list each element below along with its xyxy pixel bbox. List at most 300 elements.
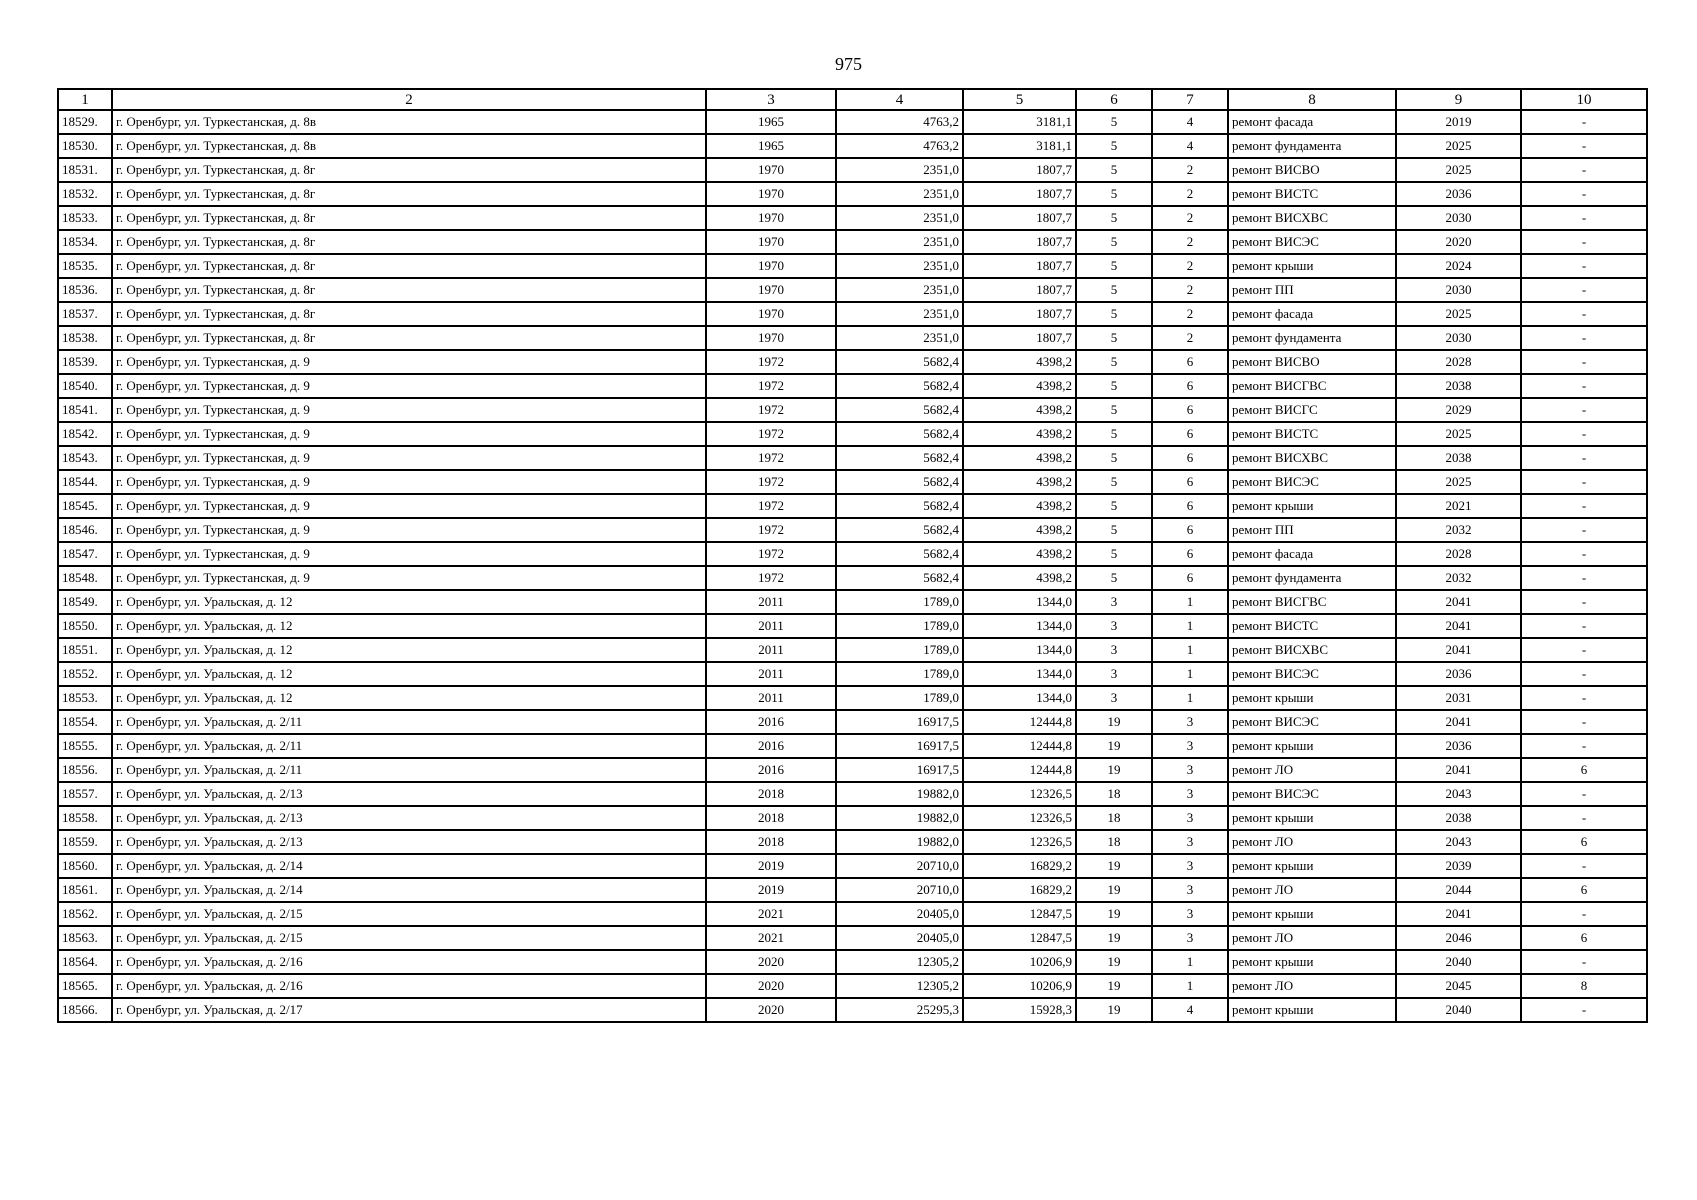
year-cell: 2011 (706, 662, 836, 686)
total-area-cell: 5682,4 (836, 494, 963, 518)
address-cell: г. Оренбург, ул. Туркестанская, д. 9 (112, 398, 706, 422)
year-cell: 2019 (706, 878, 836, 902)
table-row (58, 974, 1647, 998)
living-area-cell: 4398,2 (963, 542, 1076, 566)
address-cell: г. Оренбург, ул. Туркестанская, д. 8г (112, 326, 706, 350)
total-area-cell: 5682,4 (836, 446, 963, 470)
address-cell: г. Оренбург, ул. Уральская, д. 2/11 (112, 710, 706, 734)
address-cell: г. Оренбург, ул. Уральская, д. 2/17 (112, 998, 706, 1022)
floors-cell: 18 (1076, 830, 1152, 854)
year-cell: 1970 (706, 206, 836, 230)
living-area-cell: 1807,7 (963, 230, 1076, 254)
floors-cell: 5 (1076, 206, 1152, 230)
address-cell: г. Оренбург, ул. Туркестанская, д. 9 (112, 350, 706, 374)
row-number-cell: 18555. (58, 734, 112, 758)
living-area-cell: 1807,7 (963, 158, 1076, 182)
entrances-cell: 4 (1152, 134, 1228, 158)
planned-year-cell: 2038 (1396, 374, 1521, 398)
column-header: 7 (1152, 89, 1228, 110)
planned-year-cell: 2038 (1396, 806, 1521, 830)
total-area-cell: 12305,2 (836, 950, 963, 974)
entrances-cell: 2 (1152, 302, 1228, 326)
address-cell: г. Оренбург, ул. Уральская, д. 2/15 (112, 926, 706, 950)
planned-year-cell: 2036 (1396, 182, 1521, 206)
living-area-cell: 1807,7 (963, 302, 1076, 326)
total-area-cell: 16917,5 (836, 734, 963, 758)
living-area-cell: 1807,7 (963, 254, 1076, 278)
planned-year-cell: 2043 (1396, 830, 1521, 854)
row-number-cell: 18539. (58, 350, 112, 374)
work-type-cell: ремонт ВИСЭС (1228, 662, 1396, 686)
floors-cell: 19 (1076, 710, 1152, 734)
row-number-cell: 18542. (58, 422, 112, 446)
address-cell: г. Оренбург, ул. Уральская, д. 12 (112, 614, 706, 638)
table-row (58, 830, 1647, 854)
living-area-cell: 12444,8 (963, 758, 1076, 782)
planned-year-cell: 2024 (1396, 254, 1521, 278)
planned-year-cell: 2032 (1396, 566, 1521, 590)
planned-year-cell: 2041 (1396, 710, 1521, 734)
note-cell: - (1521, 854, 1647, 878)
note-cell: - (1521, 902, 1647, 926)
year-cell: 1970 (706, 254, 836, 278)
entrances-cell: 6 (1152, 422, 1228, 446)
total-area-cell: 19882,0 (836, 806, 963, 830)
address-cell: г. Оренбург, ул. Туркестанская, д. 9 (112, 470, 706, 494)
table-row (58, 926, 1647, 950)
row-number-cell: 18565. (58, 974, 112, 998)
table-row (58, 110, 1647, 134)
total-area-cell: 1789,0 (836, 638, 963, 662)
work-type-cell: ремонт ЛО (1228, 878, 1396, 902)
entrances-cell: 6 (1152, 566, 1228, 590)
entrances-cell: 1 (1152, 974, 1228, 998)
column-header: 2 (112, 89, 706, 110)
row-number-cell: 18548. (58, 566, 112, 590)
planned-year-cell: 2043 (1396, 782, 1521, 806)
column-header: 9 (1396, 89, 1521, 110)
row-number-cell: 18563. (58, 926, 112, 950)
year-cell: 1972 (706, 398, 836, 422)
note-cell: - (1521, 254, 1647, 278)
entrances-cell: 1 (1152, 950, 1228, 974)
floors-cell: 19 (1076, 854, 1152, 878)
living-area-cell: 1344,0 (963, 638, 1076, 662)
planned-year-cell: 2025 (1396, 302, 1521, 326)
table-row (58, 446, 1647, 470)
table-row (58, 206, 1647, 230)
entrances-cell: 6 (1152, 518, 1228, 542)
total-area-cell: 2351,0 (836, 302, 963, 326)
entrances-cell: 3 (1152, 782, 1228, 806)
year-cell: 2018 (706, 806, 836, 830)
table-row (58, 998, 1647, 1022)
work-type-cell: ремонт ВИСЭС (1228, 782, 1396, 806)
row-number-cell: 18533. (58, 206, 112, 230)
address-cell: г. Оренбург, ул. Уральская, д. 2/14 (112, 854, 706, 878)
living-area-cell: 16829,2 (963, 878, 1076, 902)
note-cell: - (1521, 518, 1647, 542)
row-number-cell: 18566. (58, 998, 112, 1022)
address-cell: г. Оренбург, ул. Уральская, д. 2/16 (112, 950, 706, 974)
year-cell: 2016 (706, 710, 836, 734)
work-type-cell: ремонт ЛО (1228, 830, 1396, 854)
total-area-cell: 1789,0 (836, 662, 963, 686)
year-cell: 1965 (706, 134, 836, 158)
total-area-cell: 1789,0 (836, 686, 963, 710)
planned-year-cell: 2040 (1396, 950, 1521, 974)
year-cell: 1970 (706, 278, 836, 302)
work-type-cell: ремонт крыши (1228, 734, 1396, 758)
year-cell: 2016 (706, 734, 836, 758)
living-area-cell: 4398,2 (963, 566, 1076, 590)
living-area-cell: 4398,2 (963, 398, 1076, 422)
year-cell: 2021 (706, 902, 836, 926)
floors-cell: 19 (1076, 902, 1152, 926)
floors-cell: 5 (1076, 134, 1152, 158)
total-area-cell: 2351,0 (836, 254, 963, 278)
address-cell: г. Оренбург, ул. Туркестанская, д. 9 (112, 494, 706, 518)
entrances-cell: 2 (1152, 206, 1228, 230)
row-number-cell: 18549. (58, 590, 112, 614)
address-cell: г. Оренбург, ул. Туркестанская, д. 8в (112, 110, 706, 134)
year-cell: 2019 (706, 854, 836, 878)
living-area-cell: 4398,2 (963, 446, 1076, 470)
address-cell: г. Оренбург, ул. Уральская, д. 12 (112, 686, 706, 710)
total-area-cell: 20405,0 (836, 902, 963, 926)
total-area-cell: 16917,5 (836, 758, 963, 782)
work-type-cell: ремонт ВИСВО (1228, 350, 1396, 374)
note-cell: - (1521, 614, 1647, 638)
address-cell: г. Оренбург, ул. Уральская, д. 2/14 (112, 878, 706, 902)
address-cell: г. Оренбург, ул. Туркестанская, д. 9 (112, 446, 706, 470)
row-number-cell: 18536. (58, 278, 112, 302)
total-area-cell: 5682,4 (836, 542, 963, 566)
work-type-cell: ремонт фундамента (1228, 134, 1396, 158)
table-row (58, 638, 1647, 662)
year-cell: 1970 (706, 158, 836, 182)
total-area-cell: 2351,0 (836, 206, 963, 230)
address-cell: г. Оренбург, ул. Туркестанская, д. 8г (112, 278, 706, 302)
floors-cell: 5 (1076, 182, 1152, 206)
living-area-cell: 12326,5 (963, 782, 1076, 806)
column-header: 6 (1076, 89, 1152, 110)
living-area-cell: 12847,5 (963, 926, 1076, 950)
entrances-cell: 3 (1152, 878, 1228, 902)
floors-cell: 5 (1076, 350, 1152, 374)
floors-cell: 5 (1076, 302, 1152, 326)
note-cell: - (1521, 686, 1647, 710)
note-cell: - (1521, 350, 1647, 374)
floors-cell: 5 (1076, 278, 1152, 302)
page-number: 975 (835, 54, 862, 74)
floors-cell: 3 (1076, 662, 1152, 686)
address-cell: г. Оренбург, ул. Туркестанская, д. 9 (112, 542, 706, 566)
floors-cell: 18 (1076, 806, 1152, 830)
planned-year-cell: 2041 (1396, 758, 1521, 782)
address-cell: г. Оренбург, ул. Туркестанская, д. 8г (112, 230, 706, 254)
table-row (58, 158, 1647, 182)
note-cell: - (1521, 734, 1647, 758)
total-area-cell: 2351,0 (836, 326, 963, 350)
work-type-cell: ремонт фасада (1228, 542, 1396, 566)
work-type-cell: ремонт ВИСГВС (1228, 590, 1396, 614)
floors-cell: 5 (1076, 110, 1152, 134)
note-cell: - (1521, 806, 1647, 830)
entrances-cell: 3 (1152, 902, 1228, 926)
total-area-cell: 5682,4 (836, 374, 963, 398)
work-type-cell: ремонт фасада (1228, 302, 1396, 326)
work-type-cell: ремонт ВИСЭС (1228, 710, 1396, 734)
row-number-cell: 18556. (58, 758, 112, 782)
address-cell: г. Оренбург, ул. Уральская, д. 2/13 (112, 806, 706, 830)
planned-year-cell: 2041 (1396, 902, 1521, 926)
entrances-cell: 1 (1152, 638, 1228, 662)
row-number-cell: 18554. (58, 710, 112, 734)
work-type-cell: ремонт ВИСТС (1228, 182, 1396, 206)
note-cell: - (1521, 206, 1647, 230)
planned-year-cell: 2041 (1396, 614, 1521, 638)
year-cell: 2011 (706, 686, 836, 710)
note-cell: - (1521, 998, 1647, 1022)
entrances-cell: 1 (1152, 614, 1228, 638)
address-cell: г. Оренбург, ул. Уральская, д. 2/11 (112, 734, 706, 758)
row-number-cell: 18550. (58, 614, 112, 638)
table-row (58, 902, 1647, 926)
entrances-cell: 1 (1152, 686, 1228, 710)
floors-cell: 19 (1076, 974, 1152, 998)
table-row (58, 182, 1647, 206)
address-cell: г. Оренбург, ул. Туркестанская, д. 8г (112, 182, 706, 206)
table-row (58, 854, 1647, 878)
address-cell: г. Оренбург, ул. Уральская, д. 12 (112, 638, 706, 662)
floors-cell: 5 (1076, 470, 1152, 494)
column-header: 4 (836, 89, 963, 110)
row-number-cell: 18530. (58, 134, 112, 158)
total-area-cell: 5682,4 (836, 398, 963, 422)
living-area-cell: 16829,2 (963, 854, 1076, 878)
work-type-cell: ремонт ЛО (1228, 758, 1396, 782)
note-cell: - (1521, 158, 1647, 182)
living-area-cell: 1807,7 (963, 326, 1076, 350)
work-type-cell: ремонт ВИСХВС (1228, 446, 1396, 470)
floors-cell: 3 (1076, 686, 1152, 710)
planned-year-cell: 2021 (1396, 494, 1521, 518)
year-cell: 2018 (706, 830, 836, 854)
floors-cell: 5 (1076, 230, 1152, 254)
note-cell: - (1521, 278, 1647, 302)
total-area-cell: 19882,0 (836, 782, 963, 806)
entrances-cell: 3 (1152, 734, 1228, 758)
year-cell: 2021 (706, 926, 836, 950)
row-number-cell: 18537. (58, 302, 112, 326)
living-area-cell: 10206,9 (963, 950, 1076, 974)
column-header: 1 (58, 89, 112, 110)
living-area-cell: 1807,7 (963, 278, 1076, 302)
floors-cell: 3 (1076, 638, 1152, 662)
note-cell: - (1521, 542, 1647, 566)
work-type-cell: ремонт крыши (1228, 854, 1396, 878)
floors-cell: 5 (1076, 422, 1152, 446)
row-number-cell: 18564. (58, 950, 112, 974)
floors-cell: 19 (1076, 998, 1152, 1022)
table-row (58, 878, 1647, 902)
work-type-cell: ремонт фундамента (1228, 326, 1396, 350)
year-cell: 2016 (706, 758, 836, 782)
table-row (58, 782, 1647, 806)
floors-cell: 5 (1076, 446, 1152, 470)
total-area-cell: 4763,2 (836, 134, 963, 158)
note-cell: - (1521, 494, 1647, 518)
table-row (58, 374, 1647, 398)
living-area-cell: 3181,1 (963, 110, 1076, 134)
row-number-cell: 18558. (58, 806, 112, 830)
total-area-cell: 5682,4 (836, 422, 963, 446)
work-type-cell: ремонт ПП (1228, 518, 1396, 542)
floors-cell: 19 (1076, 926, 1152, 950)
planned-year-cell: 2036 (1396, 734, 1521, 758)
entrances-cell: 3 (1152, 806, 1228, 830)
entrances-cell: 2 (1152, 326, 1228, 350)
address-cell: г. Оренбург, ул. Туркестанская, д. 8г (112, 158, 706, 182)
address-cell: г. Оренбург, ул. Туркестанская, д. 9 (112, 374, 706, 398)
entrances-cell: 6 (1152, 470, 1228, 494)
total-area-cell: 16917,5 (836, 710, 963, 734)
note-cell: - (1521, 446, 1647, 470)
table-row (58, 518, 1647, 542)
planned-year-cell: 2040 (1396, 998, 1521, 1022)
entrances-cell: 2 (1152, 278, 1228, 302)
living-area-cell: 1344,0 (963, 614, 1076, 638)
year-cell: 1972 (706, 422, 836, 446)
total-area-cell: 12305,2 (836, 974, 963, 998)
entrances-cell: 1 (1152, 590, 1228, 614)
header-row (58, 89, 1647, 110)
row-number-cell: 18557. (58, 782, 112, 806)
row-number-cell: 18547. (58, 542, 112, 566)
entrances-cell: 1 (1152, 662, 1228, 686)
living-area-cell: 4398,2 (963, 494, 1076, 518)
planned-year-cell: 2038 (1396, 446, 1521, 470)
note-cell: - (1521, 422, 1647, 446)
entrances-cell: 4 (1152, 110, 1228, 134)
address-cell: г. Оренбург, ул. Туркестанская, д. 8г (112, 206, 706, 230)
note-cell: - (1521, 230, 1647, 254)
floors-cell: 5 (1076, 494, 1152, 518)
note-cell: - (1521, 398, 1647, 422)
year-cell: 1972 (706, 494, 836, 518)
floors-cell: 5 (1076, 518, 1152, 542)
work-type-cell: ремонт ЛО (1228, 926, 1396, 950)
column-header: 3 (706, 89, 836, 110)
row-number-cell: 18545. (58, 494, 112, 518)
planned-year-cell: 2039 (1396, 854, 1521, 878)
planned-year-cell: 2020 (1396, 230, 1521, 254)
work-type-cell: ремонт крыши (1228, 806, 1396, 830)
address-cell: г. Оренбург, ул. Уральская, д. 12 (112, 590, 706, 614)
total-area-cell: 2351,0 (836, 182, 963, 206)
work-type-cell: ремонт ВИСЭС (1228, 470, 1396, 494)
floors-cell: 5 (1076, 374, 1152, 398)
living-area-cell: 12847,5 (963, 902, 1076, 926)
note-cell: - (1521, 110, 1647, 134)
entrances-cell: 6 (1152, 374, 1228, 398)
table-row (58, 758, 1647, 782)
total-area-cell: 5682,4 (836, 350, 963, 374)
table-row (58, 566, 1647, 590)
living-area-cell: 1344,0 (963, 662, 1076, 686)
table-row (58, 134, 1647, 158)
row-number-cell: 18562. (58, 902, 112, 926)
address-cell: г. Оренбург, ул. Уральская, д. 2/13 (112, 830, 706, 854)
work-type-cell: ремонт крыши (1228, 494, 1396, 518)
address-cell: г. Оренбург, ул. Уральская, д. 2/13 (112, 782, 706, 806)
year-cell: 1970 (706, 326, 836, 350)
year-cell: 1972 (706, 470, 836, 494)
table-row (58, 542, 1647, 566)
floors-cell: 5 (1076, 566, 1152, 590)
living-area-cell: 12326,5 (963, 830, 1076, 854)
table-row (58, 734, 1647, 758)
planned-year-cell: 2032 (1396, 518, 1521, 542)
note-cell: - (1521, 638, 1647, 662)
address-cell: г. Оренбург, ул. Туркестанская, д. 8г (112, 302, 706, 326)
year-cell: 1970 (706, 230, 836, 254)
floors-cell: 19 (1076, 758, 1152, 782)
floors-cell: 3 (1076, 590, 1152, 614)
column-header: 5 (963, 89, 1076, 110)
entrances-cell: 3 (1152, 758, 1228, 782)
planned-year-cell: 2031 (1396, 686, 1521, 710)
register-table (57, 88, 1648, 1023)
planned-year-cell: 2025 (1396, 422, 1521, 446)
entrances-cell: 3 (1152, 926, 1228, 950)
note-cell: 6 (1521, 758, 1647, 782)
row-number-cell: 18532. (58, 182, 112, 206)
column-header: 8 (1228, 89, 1396, 110)
total-area-cell: 19882,0 (836, 830, 963, 854)
note-cell: - (1521, 662, 1647, 686)
planned-year-cell: 2028 (1396, 542, 1521, 566)
living-area-cell: 4398,2 (963, 374, 1076, 398)
address-cell: г. Оренбург, ул. Туркестанская, д. 8в (112, 134, 706, 158)
entrances-cell: 3 (1152, 830, 1228, 854)
note-cell: - (1521, 470, 1647, 494)
note-cell: - (1521, 374, 1647, 398)
living-area-cell: 1807,7 (963, 182, 1076, 206)
note-cell: - (1521, 134, 1647, 158)
floors-cell: 5 (1076, 542, 1152, 566)
table-row (58, 422, 1647, 446)
total-area-cell: 5682,4 (836, 470, 963, 494)
note-cell: 6 (1521, 878, 1647, 902)
row-number-cell: 18553. (58, 686, 112, 710)
planned-year-cell: 2030 (1396, 326, 1521, 350)
address-cell: г. Оренбург, ул. Уральская, д. 12 (112, 662, 706, 686)
year-cell: 1972 (706, 566, 836, 590)
planned-year-cell: 2036 (1396, 662, 1521, 686)
year-cell: 1972 (706, 350, 836, 374)
table-row (58, 710, 1647, 734)
entrances-cell: 2 (1152, 254, 1228, 278)
work-type-cell: ремонт ВИСВО (1228, 158, 1396, 182)
year-cell: 2020 (706, 950, 836, 974)
entrances-cell: 3 (1152, 710, 1228, 734)
table-row (58, 494, 1647, 518)
note-cell: 8 (1521, 974, 1647, 998)
work-type-cell: ремонт ПП (1228, 278, 1396, 302)
living-area-cell: 1807,7 (963, 206, 1076, 230)
